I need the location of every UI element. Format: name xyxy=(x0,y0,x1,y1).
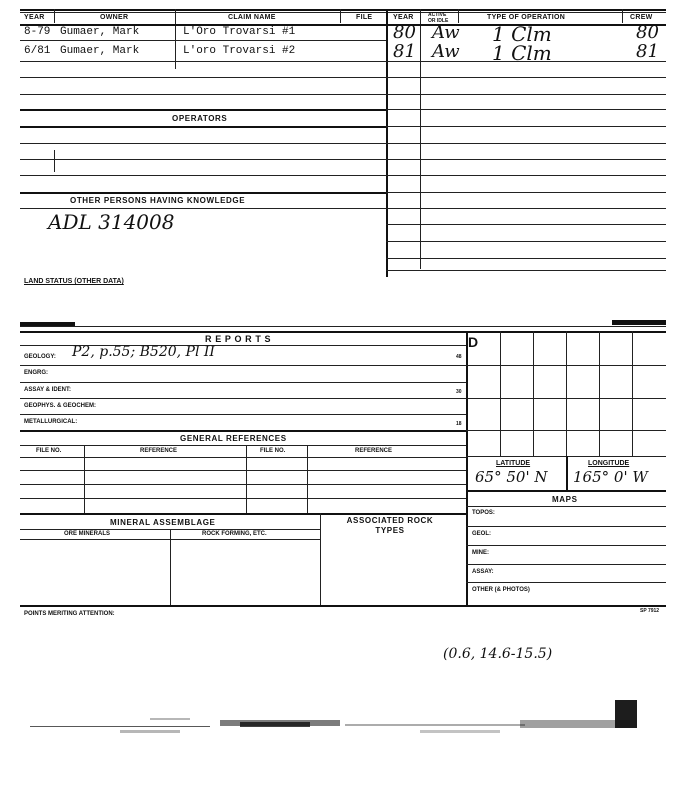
ref-header-file-no-2: FILE NO. xyxy=(260,448,286,454)
rock-forming-header: ROCK FORMING, ETC. xyxy=(202,531,267,537)
map-row-assay: ASSAY: xyxy=(472,569,494,575)
longitude-label: LONGITUDE xyxy=(588,460,630,467)
col-header-operation-type: TYPE OF OPERATION xyxy=(487,14,566,21)
ref-header-reference-1: REFERENCE xyxy=(140,448,178,454)
coordinate-note: (0.6, 14.6-15.5) xyxy=(443,646,553,662)
ref-header-reference-2: REFERENCE xyxy=(355,448,393,454)
report-num-assay: 30 xyxy=(456,389,462,395)
report-label-geology: GEOLOGY: xyxy=(24,354,56,360)
right-edge-mark xyxy=(612,320,666,325)
report-num-geology: 48 xyxy=(456,354,462,360)
report-label-geophys: GEOPHYS. & GEOCHEM: xyxy=(24,403,97,409)
associated-rock-types-title: ASSOCIATED ROCK TYPES xyxy=(346,516,434,535)
op-row-2-year: 81 xyxy=(393,41,416,62)
longitude-value: 165° 0' W xyxy=(573,468,648,486)
col-header-owner: OWNER xyxy=(100,14,129,21)
land-status-label: LAND STATUS (OTHER DATA) xyxy=(24,278,124,285)
latitude-label: LATITUDE xyxy=(496,460,531,467)
col-header-op-year: YEAR xyxy=(393,14,414,21)
map-corner-mark: D xyxy=(468,334,479,350)
claim-row-1-year: 8-79 xyxy=(24,26,51,38)
map-row-topos: TOPOS: xyxy=(472,510,495,516)
form-code: SP 7912 xyxy=(640,608,660,614)
claim-row-2-claim: L'oro Trovarsi #2 xyxy=(183,45,296,57)
op-row-1-type: 1 Clm xyxy=(492,22,552,46)
claim-row-2-owner: Gumaer, Mark xyxy=(60,45,140,57)
scan-noise-band xyxy=(0,690,678,760)
reports-title: R E P O R T S xyxy=(205,334,272,344)
col-header-crew: CREW xyxy=(630,14,653,21)
op-row-1-crew: 80 xyxy=(636,22,659,43)
map-row-geol: GEOL: xyxy=(472,531,491,537)
latitude-value: 65° 50' N xyxy=(475,468,548,486)
ref-header-file-no-1: FILE NO. xyxy=(36,448,62,454)
claim-row-1-owner: Gumaer, Mark xyxy=(60,26,140,38)
col-header-claim-name: CLAIM NAME xyxy=(228,14,276,21)
knowledge-title: OTHER PERSONS HAVING KNOWLEDGE xyxy=(70,196,246,205)
claim-row-2-year: 6/81 xyxy=(24,45,51,57)
map-row-mine: MINE: xyxy=(472,550,489,556)
claim-row-1-claim: L'Oro Trovarsi #1 xyxy=(183,26,296,38)
maps-title: MAPS xyxy=(552,495,578,504)
mineral-assemblage-title: MINERAL ASSEMBLAGE xyxy=(110,518,216,527)
report-label-assay: ASSAY & IDENT: xyxy=(24,387,72,393)
report-label-engrg: ENGRG: xyxy=(24,370,48,376)
ore-minerals-header: ORE MINERALS xyxy=(64,531,111,537)
col-header-year: YEAR xyxy=(24,14,45,21)
report-value-geology: P2, p.55; B520, Pl II xyxy=(72,344,215,360)
report-num-metallurgical: 18 xyxy=(456,421,462,427)
op-row-2-type: 1 Clm xyxy=(492,41,552,65)
points-meriting-attention-label: POINTS MERITING ATTENTION: xyxy=(24,611,115,617)
col-header-active-idle: ACTIVE OR IDLE xyxy=(428,12,449,24)
knowledge-value: ADL 314008 xyxy=(48,210,175,234)
operators-title: OPERATORS xyxy=(172,114,228,123)
op-row-2-active: Aw xyxy=(432,41,460,62)
report-label-metallurgical: METALLURGICAL: xyxy=(24,419,78,425)
op-row-1-active: Aw xyxy=(432,22,460,43)
op-row-2-crew: 81 xyxy=(636,41,659,62)
general-references-title: GENERAL REFERENCES xyxy=(180,434,287,443)
op-row-1-year: 80 xyxy=(393,22,416,43)
col-header-file: FILE xyxy=(356,14,373,21)
map-row-other: OTHER (& PHOTOS) xyxy=(472,587,530,593)
